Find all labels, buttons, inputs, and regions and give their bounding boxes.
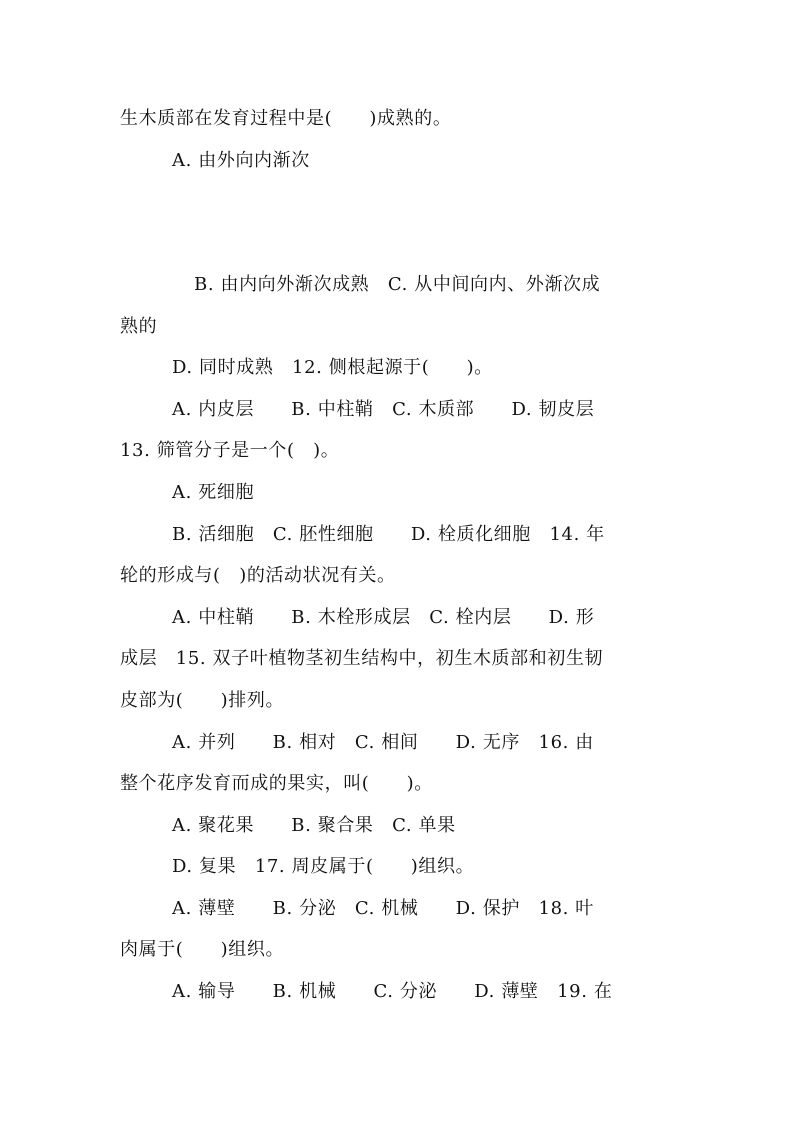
text-line-15: 整个花序发育而成的果实，叫( )。 [120,773,433,794]
text-line-5: D. 同时成熟 12. 侧根起源于( )。 [172,357,493,378]
text-line-16: A. 聚花果 B. 聚合果 C. 单果 [172,815,456,836]
text-line-18: A. 薄壁 B. 分泌 C. 机械 D. 保护 18. 叶 [172,898,594,919]
text-line-7: 13. 筛管分子是一个( )。 [120,440,340,461]
text-line-13: 皮部为( )排列。 [120,690,285,711]
text-line-9: B. 活细胞 C. 胚性细胞 D. 栓质化细胞 14. 年 [172,524,605,545]
text-line-11: A. 中柱鞘 B. 木栓形成层 C. 栓内层 D. 形 [172,607,595,628]
text-line-20: A. 输导 B. 机械 C. 分泌 D. 薄壁 19. 在 [172,981,613,1002]
text-line-8: A. 死细胞 [172,482,255,503]
text-line-17: D. 复果 17. 周皮属于( )组织。 [172,856,475,877]
text-line-19: 肉属于( )组织。 [120,939,285,960]
text-line-1: 生木质部在发育过程中是( )成熟的。 [120,108,452,129]
text-line-14: A. 并列 B. 相对 C. 相间 D. 无序 16. 由 [172,732,594,753]
text-line-3: B. 由内向外渐次成熟 C. 从中间向内、外渐次成 [194,274,601,295]
text-line-12: 成层 15. 双子叶植物茎初生结构中，初生木质部和初生韧 [120,648,604,669]
text-line-4: 熟的 [120,316,158,337]
text-line-6: A. 内皮层 B. 中柱鞘 C. 木质部 D. 韧皮层 [172,399,595,420]
text-line-2: A. 由外向内渐次 [172,150,310,171]
text-line-10: 轮的形成与( )的活动状况有关。 [120,565,396,586]
